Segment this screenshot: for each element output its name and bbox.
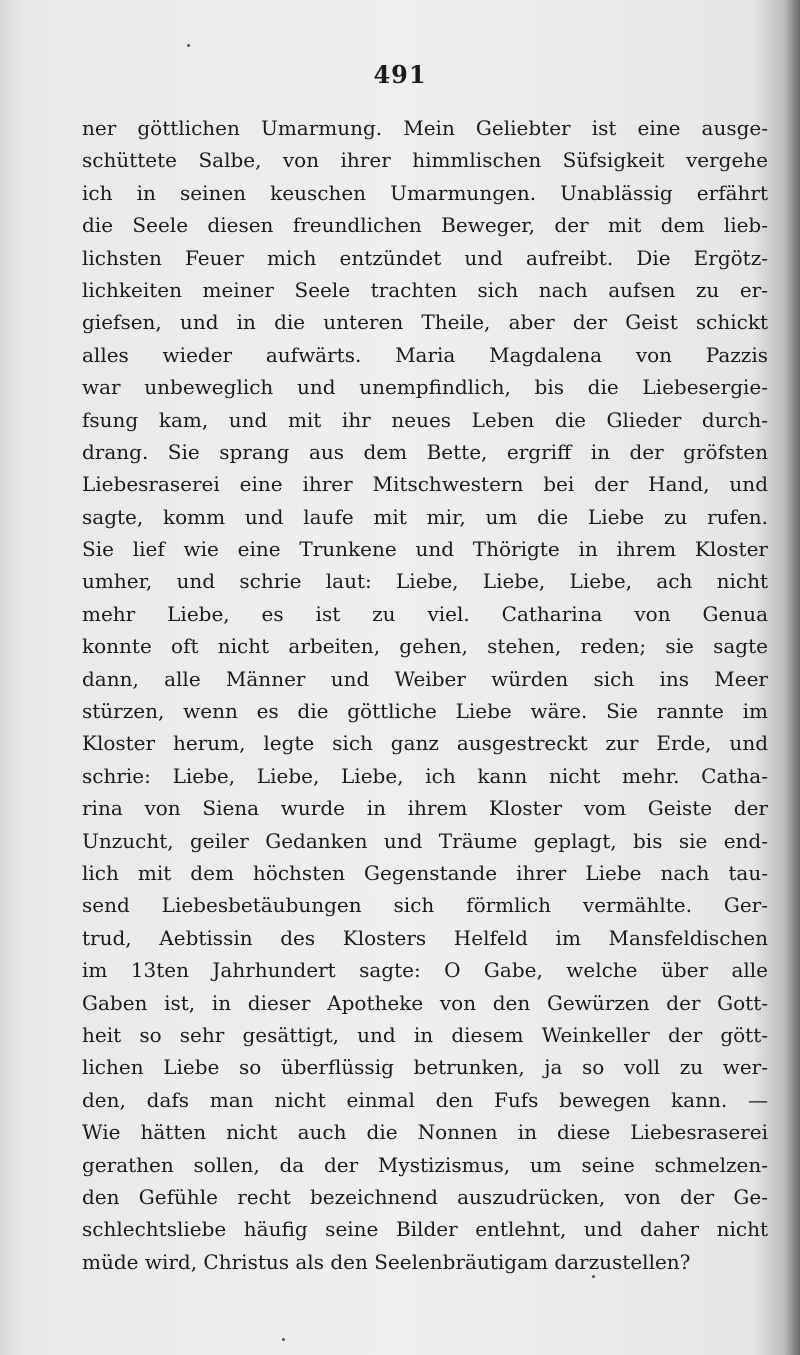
text-line: gerathen sollen, da der Mystizismus, um seine schmelzen-	[82, 1152, 768, 1177]
text-line: lichen Liebe so überflüssig betrunken, ja so voll zu wer-	[82, 1055, 768, 1080]
text-line: Wie hätten nicht auch die Nonnen in diese Liebesraserei	[82, 1120, 768, 1145]
text-line: lich mit dem höchsten Gegenstande ihrer Liebe nach tau-	[82, 860, 768, 885]
text-line: send Liebesbetäubungen sich förmlich vermählte. Ger-	[82, 893, 768, 918]
text-line: den, dafs man nicht einmal den Fufs bewegen kann. —	[82, 1087, 768, 1112]
text-line: die Seele diesen freundlichen Beweger, der mit dem lieb-	[82, 213, 768, 238]
text-line: umher, und schrie laut: Liebe, Liebe, Liebe, ach nicht	[82, 569, 768, 594]
text-line: ner göttlichen Umarmung. Mein Geliebter ist eine ausge-	[82, 116, 768, 140]
text-line: Unzucht, geiler Gedanken und Träume geplagt, bis sie end-	[82, 828, 768, 853]
paper-speck	[187, 44, 190, 47]
text-line: Sie lief wie eine Trunkene und Thörigte in ihrem Kloster	[82, 537, 768, 562]
text-line: heit so sehr gesättigt, und in diesem Weinkeller der gött-	[82, 1022, 768, 1047]
text-line: Liebesraserei eine ihrer Mitschwestern bei der Hand, und	[82, 472, 768, 497]
text-line: trud, Aebtissin des Klosters Helfeld im Mansfeldischen	[82, 925, 768, 950]
text-line: schüttete Salbe, von ihrer himmlischen Süfsigkeit vergehe	[82, 148, 768, 173]
text-line: den Gefühle recht bezeichnend auszudrücken, von der Ge-	[82, 1184, 768, 1209]
text-line: alles wieder aufwärts. Maria Magdalena von Pazzis	[82, 342, 768, 367]
text-line: Gaben ist, in dieser Apotheke von den Gewürzen der Gott-	[82, 990, 768, 1015]
text-line: fsung kam, und mit ihr neues Leben die Glieder durch-	[82, 407, 768, 432]
text-line: mehr Liebe, es ist zu viel. Catharina von Genua	[82, 601, 768, 626]
text-line: lichsten Feuer mich entzündet und aufreibt. Die Ergötz-	[82, 245, 768, 270]
text-line: sagte, komm und laufe mit mir, um die Liebe zu rufen.	[82, 504, 768, 529]
text-line: Kloster herum, legte sich ganz ausgestreckt zur Erde, und	[82, 731, 768, 756]
body-text	[82, 112, 768, 1278]
text-line: drang. Sie sprang aus dem Bette, ergriff in der gröfsten	[82, 439, 768, 464]
paper-speck	[592, 1275, 595, 1278]
text-line: stürzen, wenn es die göttliche Liebe wäre. Sie rannte im	[82, 699, 768, 724]
text-line: konnte oft nicht arbeiten, gehen, stehen, reden; sie sagte	[82, 634, 768, 659]
text-line: schrie: Liebe, Liebe, Liebe, ich kann nicht mehr. Catha-	[82, 763, 768, 788]
paper-speck	[282, 1338, 285, 1341]
text-line: giefsen, und in die unteren Theile, aber der Geist schickt	[82, 310, 768, 335]
text-line: müde wird, Christus als den Seelenbräutigam darzustellen?	[82, 1249, 691, 1274]
page-number: 491	[373, 60, 427, 89]
text-line: dann, alle Männer und Weiber würden sich ins Meer	[82, 666, 768, 691]
text-line: schlechtsliebe häufig seine Bilder entlehnt, und daher nicht	[82, 1217, 768, 1242]
text-line: rina von Siena wurde in ihrem Kloster vom Geiste der	[82, 796, 768, 821]
text-line: im 13ten Jahrhundert sagte: O Gabe, welche über alle	[82, 958, 768, 983]
text-line: war unbeweglich und unempfindlich, bis die Liebesergie-	[82, 375, 768, 400]
text-line: ich in seinen keuschen Umarmungen. Unablässig erfährt	[82, 180, 768, 205]
text-line: lichkeiten meiner Seele trachten sich nach aufsen zu er-	[82, 277, 768, 302]
